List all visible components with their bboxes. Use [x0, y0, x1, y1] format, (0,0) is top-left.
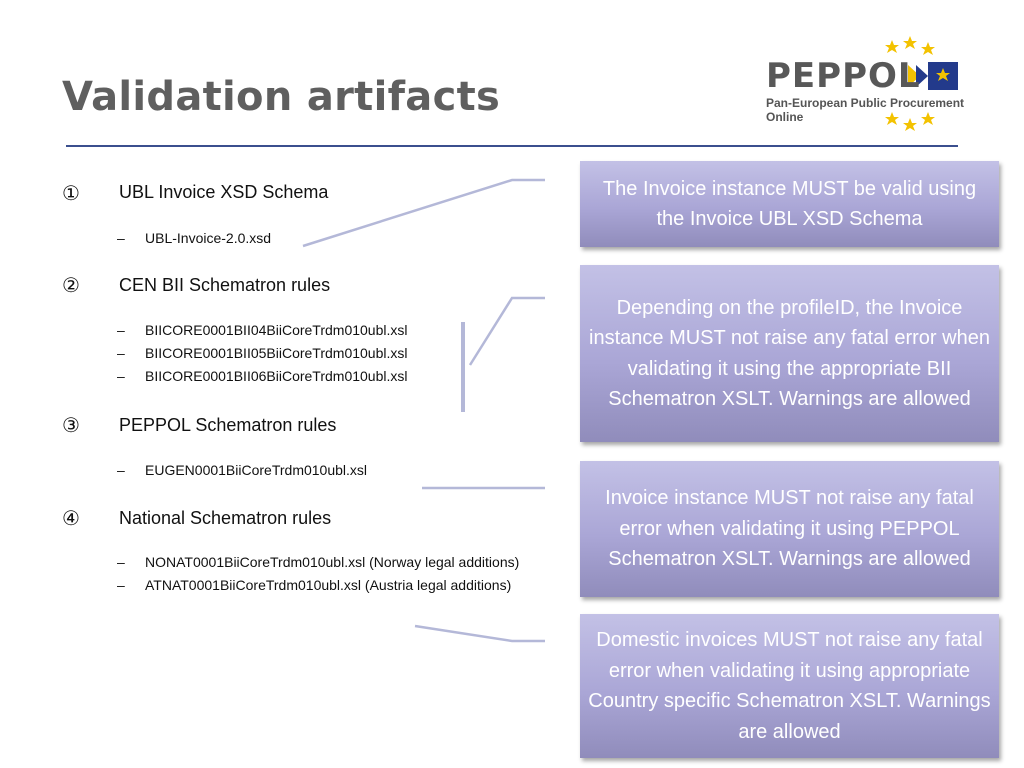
bullet-dash: – — [117, 230, 125, 246]
section-3-item — [117, 462, 367, 478]
section-1-heading: UBL Invoice XSD Schema — [119, 182, 329, 202]
section-4-number: ④ — [62, 506, 80, 530]
callout-xsd — [580, 161, 999, 247]
section-2-number: ② — [62, 273, 80, 297]
logo-wordmark: PEPPOL — [766, 56, 921, 96]
section-2-item-1: BIICORE0001BII04BiiCoreTrdm010ubl.xsl — [145, 322, 408, 338]
callout-bii — [580, 265, 999, 442]
section-1-item — [117, 230, 271, 246]
connector-1 — [303, 180, 545, 246]
bullet-dash: – — [117, 462, 125, 478]
callout-peppol-text: Invoice instance MUST not raise any fatal error when validating it using PEPPOL Schematron XSLT. Warnings are allowed — [605, 487, 974, 571]
section-3-heading: PEPPOL Schematron rules — [119, 415, 337, 435]
section-2-item-2: BIICORE0001BII05BiiCoreTrdm010ubl.xsl — [145, 345, 408, 361]
section-3-number: ③ — [62, 413, 80, 437]
section-4-heading: National Schematron rules — [119, 508, 332, 528]
section-2-heading: CEN BII Schematron rules — [119, 275, 331, 295]
callout-peppol — [580, 461, 999, 597]
section-4-item — [117, 577, 511, 593]
callout-bii-text: Depending on the profileID, the Invoice instance MUST not raise any fatal error when validating it using the appropriate BII Schematron XSLT. Warnings are allowed — [589, 296, 990, 410]
connector-4 — [415, 626, 545, 641]
section-2-item — [117, 345, 408, 361]
section-1-number: ① — [62, 181, 80, 205]
section-4-item-1: NONAT0001BiiCoreTrdm010ubl.xsl (Norway legal additions) — [145, 554, 520, 570]
connector-2 — [470, 298, 545, 365]
section-3-item-1: EUGEN0001BiiCoreTrdm010ubl.xsl — [145, 462, 368, 478]
slide-title: Validation artifacts — [62, 74, 501, 120]
bullet-dash: – — [117, 577, 125, 593]
section-4-item-2: ATNAT0001BiiCoreTrdm010ubl.xsl (Austria legal additions) — [145, 577, 512, 593]
callout-national — [580, 614, 999, 758]
logo-tagline: Pan-European Public Procurement Online — [766, 96, 965, 124]
callout-national-text: Domestic invoices MUST not raise any fatal error when validating it using appropriate Country specific Schematron XSLT. Warnings are allowed — [588, 629, 991, 743]
bullet-dash: – — [117, 322, 125, 338]
bullet-dash: – — [117, 554, 125, 570]
section-2-item-3: BIICORE0001BII06BiiCoreTrdm010ubl.xsl — [145, 368, 408, 384]
section-2-item — [117, 368, 408, 384]
callout-xsd-text: The Invoice instance MUST be valid using the Invoice UBL XSD Schema — [602, 177, 977, 230]
section-4-item — [117, 554, 519, 570]
bullet-dash: – — [117, 368, 125, 384]
bullet-dash: – — [117, 345, 125, 361]
section-2-item — [117, 322, 408, 338]
section-1-item-1: UBL-Invoice-2.0.xsd — [145, 230, 272, 246]
